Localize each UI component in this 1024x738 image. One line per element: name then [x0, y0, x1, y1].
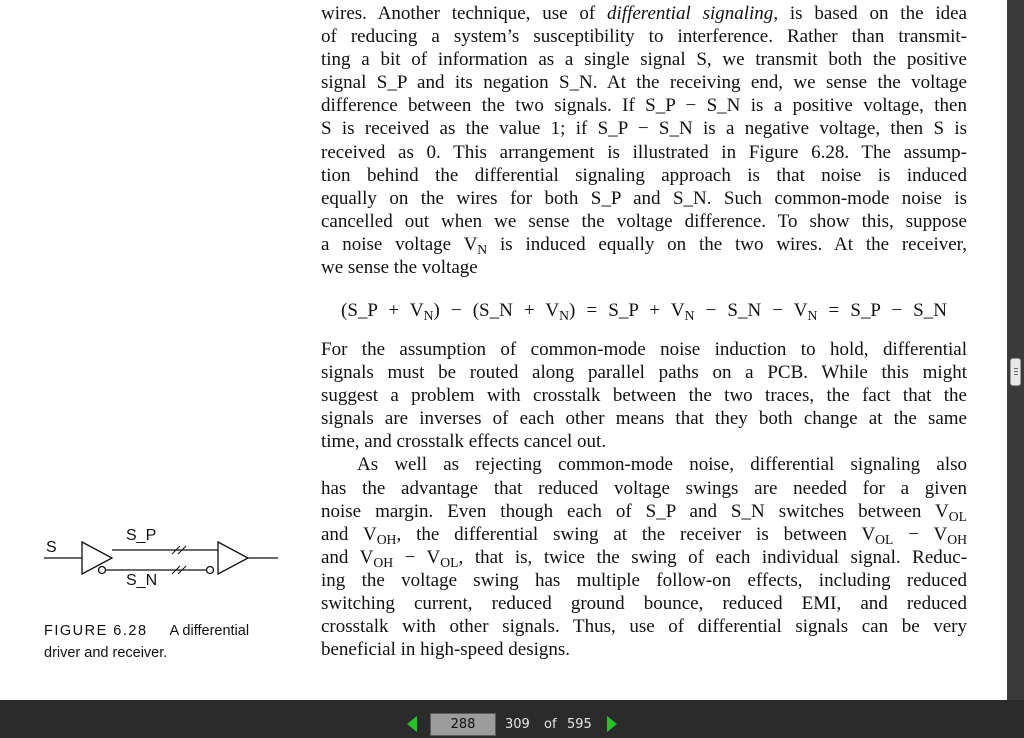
signal-s-label: S	[46, 539, 57, 556]
text-line: equally on the wires for both S_P and S_N. Such common-mode noise is	[321, 187, 967, 209]
text-line: wires. Another technique, use of differential signaling, is based on the idea	[321, 3, 967, 24]
vertical-scrollbar[interactable]	[1007, 0, 1024, 700]
signal-sp-label: S_P	[126, 527, 157, 544]
body-text	[321, 2, 967, 279]
text-line: time, and crosstalk effects cancel out.	[321, 431, 607, 453]
receiver-inverter-bubble	[207, 567, 214, 574]
text-line: we sense the voltage	[321, 257, 478, 279]
figure-caption: FIGURE 6.28 A differential driver and receiver.	[44, 623, 250, 661]
figure-number: FIGURE 6.28	[44, 623, 148, 639]
current-page-number: 309	[505, 717, 530, 732]
text-line: tion behind the differential signaling approach is that noise is induced	[321, 164, 967, 186]
text-line: and $V_{OH}$, the differential swing at the receiver is between $V_{OL} - V_{OH}$	[321, 523, 967, 547]
equation: (S_P + $V_N$) − (S_N + $V_N$) = S_P + $V_N$ − S_N − $V_N$ = S_P − S_N	[341, 300, 947, 324]
body-text-continued	[321, 338, 967, 661]
text-line: As well as rejecting common-mode noise, differential signaling also	[357, 454, 967, 476]
signal-sn-label: S_N	[126, 572, 158, 589]
driver-inverter-bubble	[99, 567, 106, 574]
text-line: a noise voltage $V_N$ is induced equally on the two wires. At the receiver,	[321, 233, 967, 258]
text-line: crosstalk with other signals. Thus, use of differential signals can be very	[321, 616, 967, 638]
text-line: and $V_{OH} - V_{OL}$, that is, twice the swing of each individual signal. Reduc-	[321, 546, 968, 570]
text-line: noise margin. Even though each of S_P and S_N switches between $V_{OL}$	[321, 500, 967, 524]
text-line: beneficial in high-speed designs.	[321, 639, 571, 661]
differential-driver-receiver-diagram	[40, 520, 300, 600]
page-of-label: of	[544, 717, 557, 732]
text-line: For the assumption of common-mode noise induction to hold, differential	[321, 339, 967, 360]
text-line: suggest a problem with crosstalk between the two traces, the fact that the	[321, 385, 967, 407]
page-number-input[interactable]: 288	[430, 713, 496, 736]
text-line: of reducing a system’s susceptibility to interference. Rather than transmit-	[321, 26, 967, 48]
text-line: switching current, reduced ground bounce, reduced EMI, and reduced	[321, 593, 967, 615]
text-line: has the advantage that reduced voltage swings are needed for a given	[321, 477, 967, 499]
text-line: S is received as the value 1; if S_P − S_N is a negative voltage, then S is	[321, 118, 967, 140]
text-line: cancelled out when we sense the voltage difference. To show this, suppose	[321, 210, 967, 232]
driver-buffer	[82, 542, 112, 574]
scrollbar-thumb[interactable]	[1010, 358, 1021, 386]
text-line: signal S_P and its negation S_N. At the receiving end, we sense the voltage	[321, 72, 967, 94]
text-line: received as 0. This arrangement is illustrated in Figure 6.28. The assump-	[321, 141, 967, 163]
previous-page-arrow-icon[interactable]	[407, 716, 417, 732]
text-line: signals must be routed along parallel paths on a PCB. While this might	[321, 362, 967, 384]
text-line: ting a bit of information as a single signal S, we transmit both the positive	[321, 49, 967, 71]
next-page-arrow-icon[interactable]	[607, 716, 617, 732]
text-line: signals are inverses of each other means that they both change at the same	[321, 408, 967, 430]
text-line: difference between the two signals. If S_P − S_N is a positive voltage, then	[321, 95, 967, 117]
total-pages: 595	[567, 717, 592, 732]
text-line: ing the voltage swing has multiple follow-on effects, including reduced	[321, 569, 967, 591]
receiver-buffer	[218, 542, 248, 574]
